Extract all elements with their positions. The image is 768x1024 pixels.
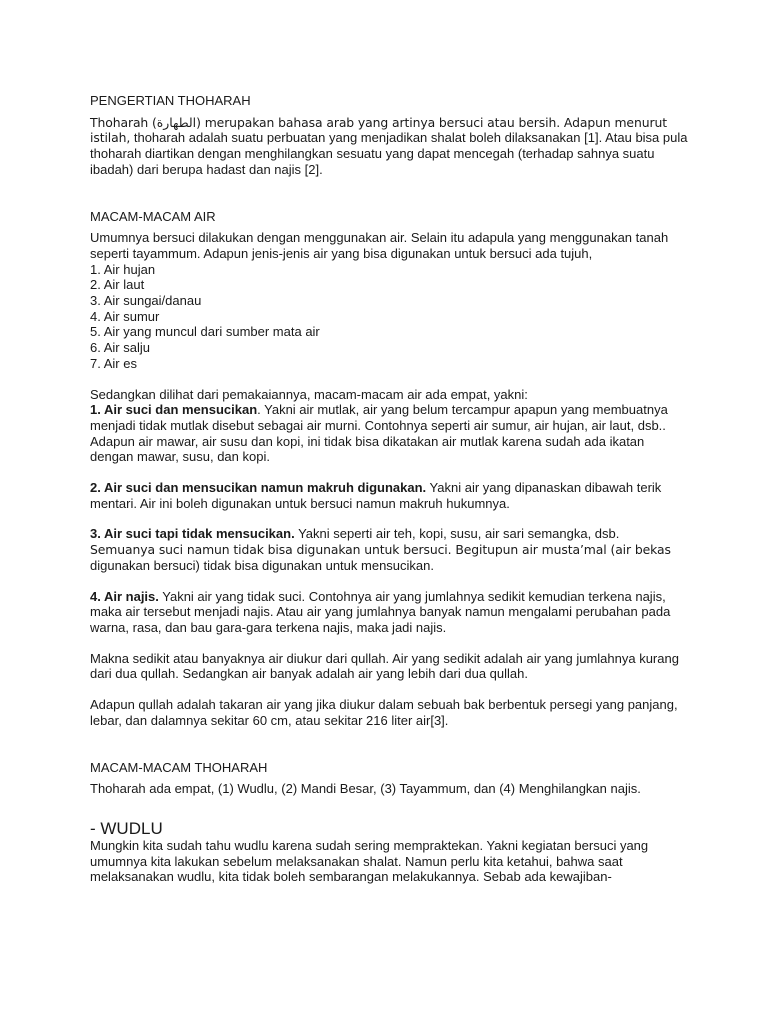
list-item: 2. Air laut	[90, 277, 145, 293]
list-item: 4. Air sumur	[90, 308, 160, 324]
paragraph-type-3	[90, 526, 690, 573]
water-types-list	[90, 262, 690, 372]
paragraph-type-4	[90, 589, 690, 636]
arabic-term: الطهارة	[156, 114, 197, 130]
paragraph-macam-thoharah: Thoharah ada empat, (1) Wudlu, (2) Mandi Besar, (3) Tayammum, dan (4) Menghilangkan najis.	[90, 781, 641, 797]
type-3-text-line2: Semuanya suci namun tidak bisa digunakan untuk bersuci. Begitupun air musta’mal (air bekas	[90, 542, 671, 558]
paragraph-qullah-1: Makna sedikit atau banyaknya air diukur dari qullah. Air yang sedikit adalah air yang jumlahnya kurang dari dua qullah. Sedangkan air banyak adalah air yang lebih dari dua qullah.	[90, 650, 679, 682]
type-1-text: . Yakni air mutlak, air yang belum tercampur apapun yang membuatnya menjadi tidak mutlak disebut sebagai air murni. Contohnya seperti air sumur, air hujan, air laut, dsb.. Adapun air mawar, air susu dan kopi, ini tidak bisa dikatakan air mutlak karena sudah ada ikatan dengan mawar, susu, dan kopi.	[90, 402, 668, 465]
section-heading-wudlu: - WUDLU	[90, 818, 163, 838]
type-4-title: 4. Air najis.	[90, 588, 159, 604]
type-4-text: Yakni air yang tidak suci. Contohnya air yang jumlahnya sedikit kemudian terkena najis, maka air tersebut menjadi najis. Atau air yang jumlahnya banyak namun mengalami perubahan pada warna, rasa, dan bau gara-gara terkena najis, maka jadi najis.	[90, 588, 671, 635]
paragraph-wudlu: Mungkin kita sudah tahu wudlu karena sudah sering mempraktekan. Yakni kegiatan bersuci yang umumnya kita lakukan sebelum melaksanakan shalat. Namun perlu kita ketahui, bahwa saat melaksanakan wudlu, kita tidak boleh sembarangan melakukannya. Sebab ada kewajiban-	[90, 837, 649, 885]
document-body	[90, 93, 690, 885]
type-3-title: 3. Air suci tapi tidak mensucikan.	[90, 526, 295, 542]
list-item: 6. Air salju	[90, 340, 150, 356]
paragraph-pengertian-rest: thoharah adalah suatu perbuatan yang menjadikan shalat boleh dilaksanakan [1]. Atau bisa pula thoharah diartikan dengan menghilangkan sesuatu yang dapat mencegah (terhadap sahnya suatu ibadah) dari berupa hadast dan najis [2].	[90, 130, 688, 177]
list-item: 7. Air es	[90, 355, 137, 371]
type-3-text-line3: digunakan bersuci) tidak bisa digunakan untuk mensucikan.	[90, 557, 434, 573]
type-1-title: 1. Air suci dan mensucikan	[90, 402, 258, 418]
section-heading-macam-macam-thoharah: MACAM-MACAM THOHARAH	[90, 759, 268, 775]
list-item: 3. Air sungai/danau	[90, 293, 202, 309]
paragraph-air-intro: Umumnya bersuci dilakukan dengan menggunakan air. Selain itu adapula yang menggunakan tanah seperti tayammum. Adapun jenis-jenis air yang bisa digunakan untuk bersuci ada tujuh,	[90, 230, 669, 261]
list-item: 1. Air hujan	[90, 261, 156, 277]
paragraph-usage-intro: Sedangkan dilihat dari pemakaiannya, macam-macam air ada empat, yakni:	[90, 386, 528, 402]
type-3-text: Yakni seperti air teh, kopi, susu, air sari semangka, dsb.	[294, 526, 620, 542]
paragraph-type-2	[90, 480, 690, 511]
section-heading-macam-macam-air: MACAM-MACAM AIR	[90, 208, 216, 224]
paragraph-pengertian	[90, 115, 690, 178]
paragraph-type-1	[90, 402, 690, 465]
list-item: 5. Air yang muncul dari sumber mata air	[90, 324, 320, 340]
paragraph-pengertian-lead: Thoharah (الطهارة) merupakan bahasa arab yang artinya bersuci atau bersih. Adapun menurut istilah,	[90, 114, 667, 146]
type-2-title: 2. Air suci dan mensucikan namun makruh digunakan.	[90, 480, 427, 496]
section-heading-pengertian-thoharah: PENGERTIAN THOHARAH	[90, 93, 251, 108]
type-2-text: Yakni air yang dipanaskan dibawah terik mentari. Air ini boleh digunakan untuk bersuci namun makruh hukumnya.	[90, 480, 662, 511]
paragraph-qullah-2: Adapun qullah adalah takaran air yang jika diukur dalam sebuah bak berbentuk persegi yang panjang, lebar, dan dalamnya sekitar 60 cm, atau sekitar 216 liter air[3].	[90, 697, 678, 728]
